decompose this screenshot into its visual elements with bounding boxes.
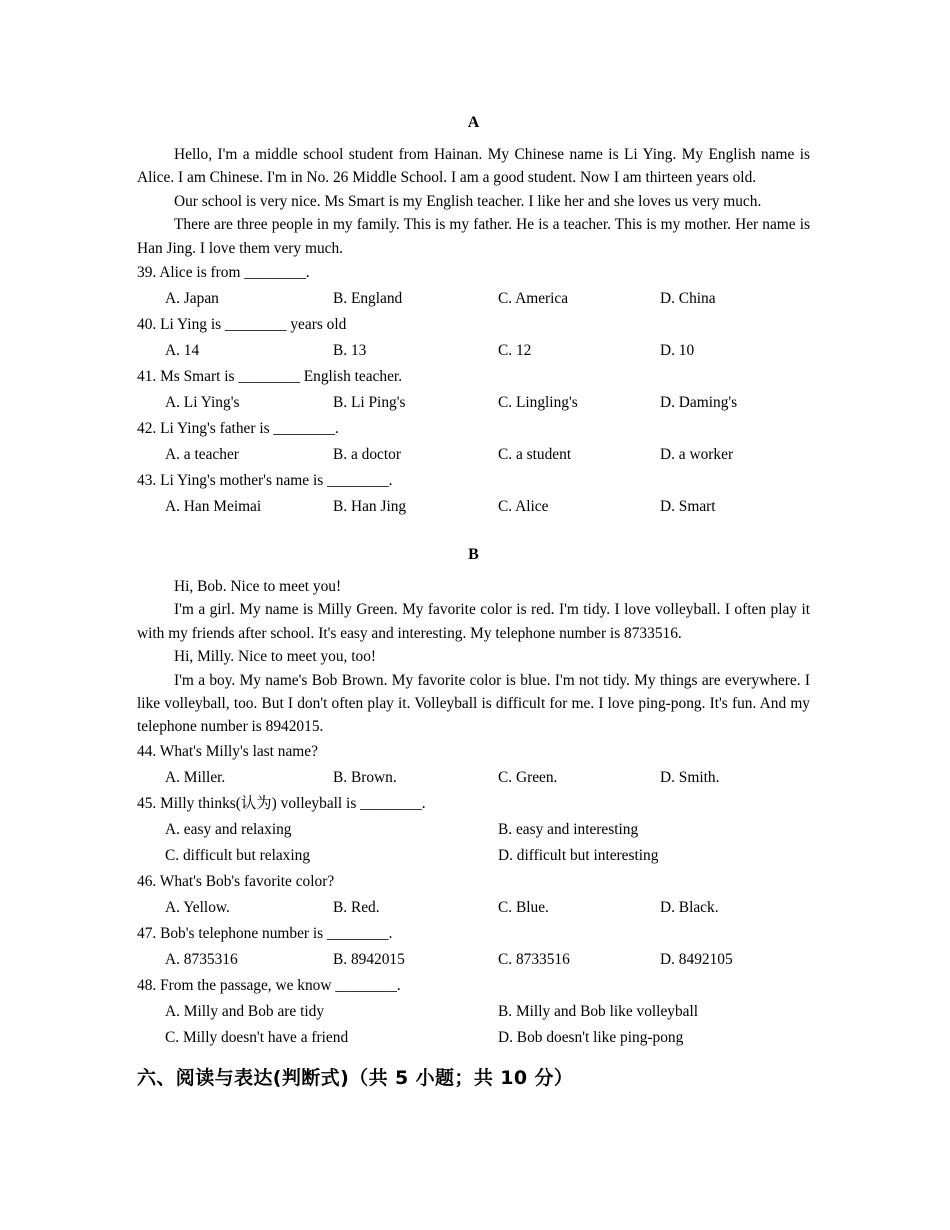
question-stem: 44. What's Milly's last name? xyxy=(137,742,318,760)
question-stem: 39. Alice is from ________. xyxy=(137,264,310,282)
option-choice[interactable]: C. 8733516 xyxy=(498,950,570,968)
option-choice[interactable]: C. difficult but relaxing xyxy=(165,846,311,864)
option-choice[interactable]: B. Milly and Bob like volleyball xyxy=(498,1002,699,1020)
exam-page xyxy=(137,0,810,1093)
option-row xyxy=(137,442,810,468)
option-choice[interactable]: A. Han Meimai xyxy=(165,498,262,516)
option-choice[interactable]: B. Brown. xyxy=(333,768,397,786)
option-choice[interactable]: C. America xyxy=(498,290,569,308)
option-choice[interactable]: D. Smart xyxy=(660,498,716,516)
option-choice[interactable]: C. Green. xyxy=(498,768,558,786)
option-row xyxy=(137,895,810,921)
option-row xyxy=(137,494,810,520)
option-choice[interactable]: D. China xyxy=(660,290,716,308)
passage-paragraph: Our school is very nice. Ms Smart is my English teacher. I like her and she loves us very much. xyxy=(174,192,762,210)
option-choice[interactable]: C. Blue. xyxy=(498,898,549,916)
passage-paragraph: I'm a boy. My name's Bob Brown. My favorite color is blue. I'm not tidy. My things are everywhere. I like volleyball, too. But I don't often play it. Volleyball is difficult for me. I love ping-pong. It's fun. And my telephone number is 8942015. xyxy=(137,671,810,736)
option-choice[interactable]: D. 10 xyxy=(660,342,695,360)
option-row xyxy=(137,338,810,364)
option-choice[interactable]: C. Alice xyxy=(498,498,549,516)
option-row xyxy=(137,817,810,843)
question-stem: 42. Li Ying's father is ________. xyxy=(137,420,339,438)
section-letter-b: B xyxy=(468,546,479,564)
option-choice[interactable]: D. Daming's xyxy=(660,394,738,412)
top-spacer xyxy=(137,0,810,110)
question-stem: 48. From the passage, we know ________. xyxy=(137,976,401,994)
option-choice[interactable]: A. Miller. xyxy=(165,768,226,786)
question-stem: 40. Li Ying is ________ years old xyxy=(137,316,347,334)
passage-paragraph: Hello, I'm a middle school student from Hainan. My Chinese name is Li Ying. My English name is Alice. I am Chinese. I'm in No. 26 Middle School. I am a good student. Now I am thirteen years old. xyxy=(137,146,810,187)
option-choice[interactable]: D. 8492105 xyxy=(660,950,733,968)
passage-paragraph: Hi, Bob. Nice to meet you! xyxy=(174,578,342,596)
option-choice[interactable]: A. Milly and Bob are tidy xyxy=(165,1002,325,1020)
option-row xyxy=(137,765,810,791)
option-choice[interactable]: A. a teacher xyxy=(165,446,239,464)
option-choice[interactable]: D. Bob doesn't like ping-pong xyxy=(498,1028,684,1046)
option-choice[interactable]: C. a student xyxy=(498,446,572,464)
option-choice[interactable]: A. easy and relaxing xyxy=(165,820,292,838)
option-choice[interactable]: D. Black. xyxy=(660,898,719,916)
option-choice[interactable]: C. 12 xyxy=(498,342,532,360)
option-choice[interactable]: B. easy and interesting xyxy=(498,820,639,838)
option-row xyxy=(137,390,810,416)
option-choice[interactable]: A. 14 xyxy=(165,342,200,360)
option-row xyxy=(137,286,810,312)
question-stem: 47. Bob's telephone number is ________. xyxy=(137,924,393,942)
option-choice[interactable]: B. Li Ping's xyxy=(333,394,406,412)
option-choice[interactable]: B. 8942015 xyxy=(333,950,405,968)
option-choice[interactable]: A. Yellow. xyxy=(165,898,230,916)
option-choice[interactable]: D. Smith. xyxy=(660,768,720,786)
passage-paragraph: There are three people in my family. This is my father. He is a teacher. This is my mother. Her name is Han Jing. I love them very much. xyxy=(137,216,810,257)
option-choice[interactable]: A. Li Ying's xyxy=(165,394,240,412)
option-choice[interactable]: A. 8735316 xyxy=(165,950,238,968)
question-stem: 41. Ms Smart is ________ English teacher. xyxy=(137,368,403,386)
option-row xyxy=(137,1025,810,1051)
passage-section-b xyxy=(137,542,810,1051)
question-stem: 43. Li Ying's mother's name is ________. xyxy=(137,472,393,490)
question-stem: 46. What's Bob's favorite color? xyxy=(137,872,335,890)
passage-paragraph: I'm a girl. My name is Milly Green. My favorite color is red. I'm tidy. I love volleyball. I often play it with my friends after school. It's easy and interesting. My telephone number is 8733516. xyxy=(137,601,810,642)
option-row xyxy=(137,947,810,973)
option-row xyxy=(137,999,810,1025)
option-choice[interactable]: B. Red. xyxy=(333,898,380,916)
option-choice[interactable]: D. difficult but interesting xyxy=(498,846,659,864)
option-choice[interactable]: B. 13 xyxy=(333,342,367,360)
option-choice[interactable]: C. Milly doesn't have a friend xyxy=(165,1028,349,1046)
option-row xyxy=(137,843,810,869)
section-heading-six: 六、阅读与表达(判断式)（共 5 小题；共 10 分） xyxy=(137,1066,574,1089)
option-choice[interactable]: B. Han Jing xyxy=(333,498,407,516)
option-choice[interactable]: A. Japan xyxy=(165,290,219,308)
passage-section-a xyxy=(137,110,810,520)
option-choice[interactable]: B. a doctor xyxy=(333,446,401,464)
option-choice[interactable]: C. Lingling's xyxy=(498,394,578,412)
option-choice[interactable]: D. a worker xyxy=(660,446,734,464)
question-stem: 45. Milly thinks(认为) volleyball is ________. xyxy=(137,794,426,812)
section-letter-a: A xyxy=(467,114,480,131)
option-choice[interactable]: B. England xyxy=(333,290,403,308)
passage-paragraph: Hi, Milly. Nice to meet you, too! xyxy=(174,648,377,666)
